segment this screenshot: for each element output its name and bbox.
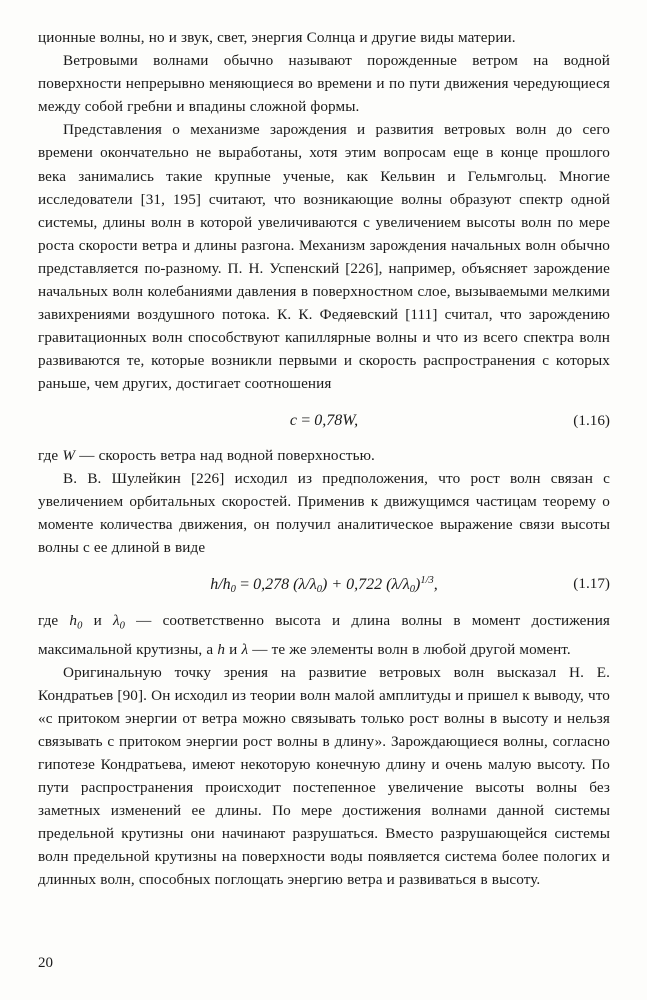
paragraph-shuleykin: В. В. Шулейкин [226] исходил из предположения, что рост волн связан с увеличением орбитальных скоростей. Применив к движущимся частицам теорему о моменте количества движения, он получил аналитическое выражение связи высоты волны с ее длиной в виде <box>38 469 610 556</box>
note-after-formula-1-16: где W — скорость ветра над водной поверхностью. <box>38 446 375 464</box>
paragraph-continued: ционные волны, но и звук, свет, энергия Солнца и другие виды материи. <box>38 29 516 46</box>
formula-1-17-number: (1.17) <box>573 574 610 592</box>
formula-1-17-expression: $h/h_0 = 0,278$ $(\lambda/\lambda_0) + 0,722$ $(\lambda/\lambda_0)^{1/3}$, <box>210 574 438 596</box>
formula-1-17 <box>38 575 610 595</box>
page-number: 20 <box>38 955 53 971</box>
paragraph-kondratiev: Оригинальную точку зрения на развитие ветровых волн высказал Н. Е. Кондратьев [90]. Он исходил из теории волн малой амплитуды и пришел к выводу, что «с притоком энергии от ветра можно связывать только рост волны в высоту и нельзя связывать с притоком энергии рост волны в длину». Зарождающиеся волны, согласно гипотезе Кондратьева, имеют некоторую конечную длину и очень малую высоту. По пути распространения происходит постепенное увеличение высоты волны без заметных изменений ее длины. По мере достижения волнами данной системы предельной крутизны они начинают разрушаться. Вместо разрушающейся системы волн предельной крутизны на поверхности воды появляется система более пологих и длинных волн, способных поглощать энергию ветра и развиваться в высоту. <box>38 663 610 889</box>
note-after-formula-1-17: где $h_0$ и $\lambda_0$ — соответственно высота и длина волны в момент достижения максимальной крутизны, а h и λ — те же элементы волн в любой другой момент. <box>38 612 611 658</box>
paragraph-mechanism: Представления о механизме зарождения и развития ветровых волн до сего времени окончательно не выработаны, хотя этим вопросам еще в конце прошлого века занимались такие крупные ученые, как Кельвин и Гельмгольц. Многие исследователи [31, 195] считают, что возникающие волны образуют спектр одной системы, длины волн в которой увеличиваются с увеличением высоты волн по мере роста скорости ветра и длины разгона. Механизм зарождения начальных волн обычно представляется по-разному. П. Н. Успенский [226], например, объясняет зарождение начальных волн колебаниями давления в поверхностном слое, вызываемыми мелкими завихрениями воздушного потока. К. К. Федяевский [111] считал, что зарождению гравитационных волн способствуют капиллярные волны и что из всего спектра волн развиваются те, которые возникли первыми и скорость распространения c которых раньше, чем других, достигает соотношения <box>38 121 610 393</box>
formula-1-16 <box>38 412 610 430</box>
page-content <box>38 26 610 892</box>
paragraph-wind-waves: Ветровыми волнами обычно называют порожденные ветром на водной поверхности непрерывно меняющиеся во времени и по пути движения чередующиеся между собой гребни и впадины сложной формы. <box>38 52 610 116</box>
formula-1-16-expression: c = 0,78W, <box>289 411 359 429</box>
formula-1-16-number: (1.16) <box>573 411 610 429</box>
